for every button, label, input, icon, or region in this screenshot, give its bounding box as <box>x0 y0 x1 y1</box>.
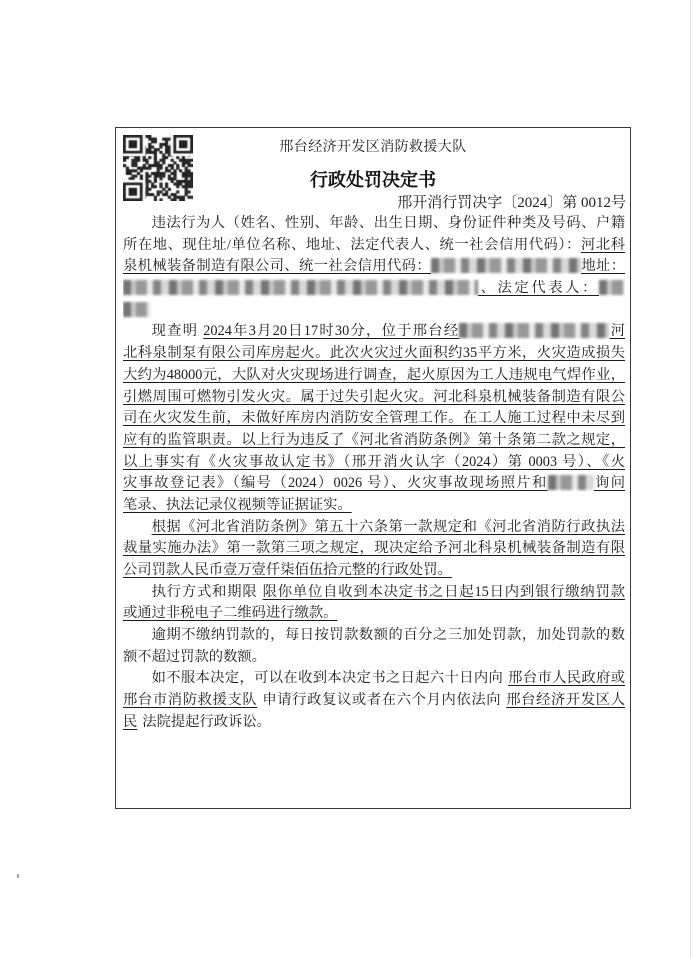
issuing-agency: 邢台经济开发区消防救援大队 <box>279 140 467 155</box>
scan-speck <box>17 874 19 878</box>
execution-label: 执行方式和期限 <box>151 583 258 600</box>
text-line <box>123 256 625 278</box>
redacted-credit-code <box>431 258 581 273</box>
penalty-amount: 公司罚款人民币壹万壹仟柒佰伍拾元整的行政处罚。 <box>123 562 452 578</box>
document-number: 邢开消行罚决字〔2024〕第 0012号 <box>397 195 626 211</box>
execution-paragraph <box>123 582 625 625</box>
text-line <box>123 538 625 560</box>
facts-text: 北科泉制泵有限公司库房起火。此次火灾过火面积约35平方米，火灾造成损失 <box>123 345 625 362</box>
redacted-address <box>123 280 478 295</box>
text-line <box>123 582 625 604</box>
appeal-text: 申请行政复议或者在六个月内依法向 <box>262 692 502 709</box>
facts-text: 引燃周围可燃物引发火灾。属于过失引起火灾。河北科泉机械装备制造有限公 <box>123 388 625 405</box>
text-line <box>123 712 625 734</box>
late-payment-text: 逾期不缴纳罚款的，每日按罚款数额的百分之三加处罚款，加处罚款的数 <box>151 627 625 644</box>
text-line <box>123 235 625 257</box>
facts-paragraph <box>123 321 625 516</box>
redacted-location <box>459 323 609 338</box>
legal-rep-label: 、法定代表人： <box>478 280 599 297</box>
text-line <box>123 387 625 409</box>
litigation-court: 邢台经济开发区人 <box>506 692 625 709</box>
violator-name: 河北科 <box>580 236 625 253</box>
text-line <box>123 278 625 300</box>
facts-text: 应有的监管职责。以上行为违反了《河北省消防条例》第十条第二款之规定， <box>123 431 625 448</box>
late-payment-text: 额不超过罚款的数额。 <box>123 648 266 665</box>
review-authority: 邢台市人民政府或 <box>508 670 625 687</box>
appeal-paragraph <box>123 668 625 733</box>
redacted-witness <box>548 475 594 490</box>
violator-fields-label: 违法行为人（姓名、性别、年龄、出生日期、身份证件种类及号码、户籍 <box>151 215 625 231</box>
violator-fields-label-cont: 所在地、现住址/单位名称、地址、法定代表人、统一社会信用代码）： <box>123 236 581 253</box>
text-line <box>123 668 625 690</box>
text-line <box>123 321 625 343</box>
legal-basis: 裁量实施办法》第一款第三项之规定，现决定给予河北科泉机械装备制造有限 <box>123 540 625 557</box>
text-line <box>123 408 625 430</box>
text-line <box>123 473 625 495</box>
text-line <box>123 343 625 365</box>
redacted-legal-rep <box>599 280 625 295</box>
facts-evidence: 灾事故登记表》（编号（2024）0026 号）、火灾事故现场照片和 <box>123 475 548 492</box>
decision-body <box>123 213 625 734</box>
facts-text: 2024年3月20日17时30分，位于邢台经 <box>203 323 460 340</box>
appeal-text: 法院提起行政诉讼。 <box>142 713 271 730</box>
penalty-paragraph <box>123 517 625 582</box>
text-line <box>123 452 625 474</box>
document-title: 行政处罚决定书 <box>310 170 436 190</box>
appeal-text: 如不服本决定，可以在收到本决定书之日起六十日内向 <box>151 670 504 687</box>
scan-edge <box>690 0 691 957</box>
redacted-legal-rep-cont <box>123 302 151 317</box>
review-authority-cont: 邢台市消防救援支队 <box>123 692 258 709</box>
violator-paragraph <box>123 213 625 321</box>
text-line <box>123 495 625 517</box>
execution-terms: 或通过非税电子二维码进行缴款。 <box>123 605 338 622</box>
text-line <box>123 690 625 712</box>
violator-name-cont: 泉机械装备制造有限公司、统一社会信用代码： <box>123 258 431 275</box>
facts-label: 现查明 <box>151 323 199 340</box>
text-line <box>123 647 625 669</box>
text-line <box>123 560 625 582</box>
facts-evidence-cont: 询问 <box>593 475 625 492</box>
facts-text-cont: 河 <box>609 323 625 340</box>
facts-evidence: 笔录、执法记录仪视频等证据证实。 <box>123 496 352 513</box>
legal-basis: 根据《河北省消防条例》第五十六条第一款规定和《河北省消防行政执法 <box>151 518 625 535</box>
text-line <box>123 517 625 539</box>
litigation-court-cont: 民 <box>123 713 138 730</box>
text-line <box>123 430 625 452</box>
document-frame <box>115 127 631 809</box>
text-line <box>123 213 625 235</box>
address-label: 地址： <box>581 258 625 275</box>
late-payment-paragraph <box>123 625 625 668</box>
facts-text: 大约为48000元，大队对火灾现场进行调查，起火原因为工人违规电气焊作业， <box>123 366 625 383</box>
text-line <box>123 300 625 322</box>
facts-evidence: 以上事实有《火灾事故认定书》（邢开消火认字（2024）第 0003 号）、《火 <box>123 453 625 470</box>
text-line <box>123 603 625 625</box>
execution-terms: 限你单位自收到本决定书之日起15日内到银行缴纳罚款 <box>262 583 625 600</box>
facts-text: 司在火灾发生前，未做好库房内消防安全管理工作。在工人施工过程中未尽到 <box>123 410 625 427</box>
text-line <box>123 365 625 387</box>
text-line <box>123 625 625 647</box>
